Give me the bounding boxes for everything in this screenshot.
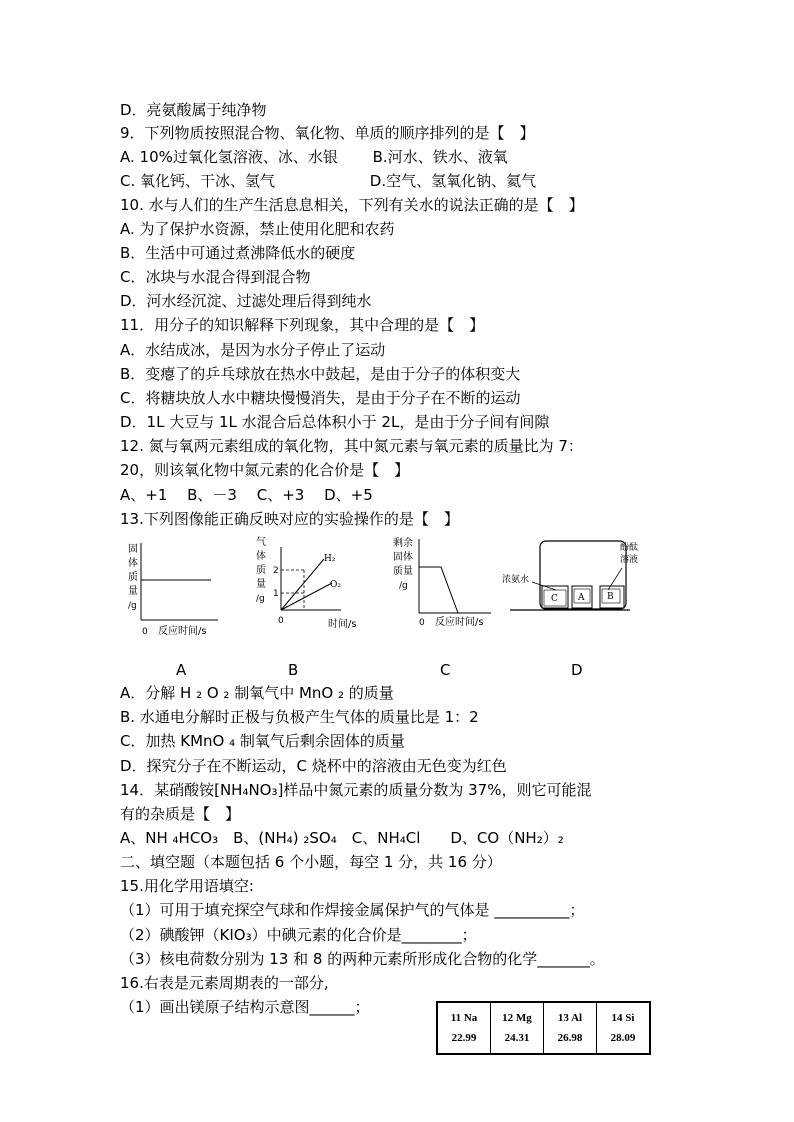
y-label-char: 气	[256, 537, 266, 548]
figure-a-letter: A	[176, 661, 187, 679]
text-line: （1）可用于填充探空气球和作焊接金属保护气的气体是 __________；	[120, 901, 585, 919]
text-line: 10. 水与人们的生产生活息息相关，下列有关水的说法正确的是【 】	[120, 196, 584, 214]
text-line: C. 氧化钙、干冰、氢气 D.空气、氢氧化钠、氦气	[120, 172, 537, 190]
tick-label-2: 2	[273, 566, 279, 576]
figure-b-letter: B	[288, 661, 299, 679]
x-axis-label: 反应时间/s	[158, 626, 207, 637]
origin-label: 0	[142, 627, 148, 637]
text-line: D．探究分子在不断运动，C 烧杯中的溶液由无色变为红色	[120, 757, 507, 775]
text-line: （2）碘酸钾（KIO₃）中碘元素的化合价是________；	[120, 926, 477, 944]
y-label-char: 体	[256, 551, 266, 562]
label-phenolphthalein-1: 酚酞	[620, 543, 639, 553]
text-line: B．变瘪了的乒乓球放在热水中鼓起，是由于分子的体积变大	[120, 365, 521, 383]
origin-label: 0	[278, 616, 284, 626]
figure-c-graph	[393, 537, 503, 633]
element-number-symbol: 11 Na	[450, 1012, 478, 1024]
periodic-table-excerpt	[436, 1001, 651, 1055]
text-line: C．加热 KMnO ₄ 制氧气后剩余固体的质量	[120, 732, 405, 750]
x-axis-label: 时间/s	[328, 619, 357, 630]
text-line: C．将糖块放人水中糖块慢慢消失，是由于分子在不断的运动	[120, 389, 521, 407]
text-line: A．分解 H ₂ O ₂ 制氧气中 MnO ₂ 的质量	[120, 684, 394, 702]
y-label-line: /g	[399, 581, 408, 591]
text-line: （1）画出镁原子结构示意图______；	[120, 998, 370, 1016]
y-label-line: 质量	[393, 566, 413, 577]
y-label-char: 固	[128, 544, 138, 555]
beaker-label-a: A	[578, 593, 585, 603]
element-cell-al	[544, 1002, 597, 1054]
beaker-label-c: C	[551, 594, 558, 604]
text-line: A、NH ₄HCO₃ B、(NH₄) ₂SO₄ C、NH₄Cl D、CO（NH₂）₂	[120, 829, 564, 847]
y-label-char: 量	[128, 586, 138, 597]
series-label-o2: O₂	[330, 580, 341, 590]
text-line: A．水结成冰，是因为水分子停止了运动	[120, 341, 386, 359]
text-line: 有的杂质是【 】	[120, 805, 241, 823]
y-label-char: /g	[128, 601, 137, 611]
label-ammonia: 浓氨水	[502, 575, 530, 585]
figure-c	[393, 537, 503, 633]
y-label-char: 质	[128, 572, 138, 583]
text-line: B．生活中可通过煮沸降低水的硬度	[120, 244, 356, 262]
origin-label: 0	[419, 618, 425, 628]
figure-b-graph	[256, 537, 366, 633]
figure-c-letter: C	[440, 661, 451, 679]
text-line: A. 10%过氧化氢溶液、冰、水银 B.河水、铁水、液氧	[120, 148, 508, 166]
figure-d-apparatus	[500, 538, 640, 616]
element-mass: 22.99	[451, 1032, 477, 1044]
text-line: 12. 氮与氧两元素组成的氧化物，其中氮元素与氧元素的质量比为 7：	[120, 437, 583, 455]
figure-a	[128, 540, 228, 640]
figure-d	[500, 538, 640, 616]
y-label-line: 剩余	[393, 538, 413, 549]
text-line: 11．用分子的知识解释下列现象，其中合理的是【 】	[120, 316, 485, 334]
text-line: B. 水通电分解时正极与负极产生气体的质量比是 1：2	[120, 708, 479, 726]
text-line: 20，则该氧化物中氮元素的化合价是【 】	[120, 461, 410, 479]
element-cell-mg	[491, 1002, 544, 1054]
y-label-char: /g	[256, 594, 265, 604]
series-label-h2: H₂	[324, 554, 336, 564]
text-line: A、+1 B、－3 C、+3 D、+5	[120, 486, 373, 504]
figure-a-graph	[128, 540, 228, 640]
text-line: 14．某硝酸铵[NH₄NO₃]样品中氮元素的质量分数为 37%，则它可能混	[120, 781, 592, 799]
tick-label-1: 1	[273, 589, 279, 599]
element-cell-si	[597, 1002, 651, 1054]
text-line: D．亮氨酸属于纯净物	[120, 101, 267, 119]
text-line: 9．下列物质按照混合物、氧化物、单质的顺序排列的是【 】	[120, 124, 535, 142]
text-line: A. 为了保护水资源，禁止使用化肥和农药	[120, 220, 395, 238]
figure-d-letter: D	[571, 661, 583, 679]
text-line: 15.用化学用语填空:	[120, 877, 254, 895]
figure-b	[256, 537, 366, 633]
y-label-char: 量	[256, 579, 266, 590]
element-number-symbol: 13 Al	[557, 1012, 583, 1024]
y-label-char: 质	[256, 565, 266, 576]
text-line: 二、填空题（本题包括 6 个小题，每空 1 分，共 16 分）	[120, 853, 502, 871]
beaker-label-b: B	[607, 592, 614, 602]
text-line: 13.下列图像能正确反映对应的实验操作的是【 】	[120, 510, 459, 528]
y-label-line: 固体	[393, 552, 413, 563]
text-line: C．冰块与水混合得到混合物	[120, 268, 311, 286]
element-mass: 24.31	[504, 1032, 530, 1044]
label-phenolphthalein-2: 溶液	[620, 555, 639, 565]
text-line: 16.右表是元素周期表的一部分,	[120, 974, 329, 992]
y-label-char: 体	[128, 558, 138, 569]
text-line: （3）核电荷数分别为 13 和 8 的两种元素所形成化合物的化学_______。	[120, 950, 605, 968]
element-mass: 28.09	[610, 1032, 636, 1044]
x-axis-label: 反应时间/s	[435, 617, 484, 628]
element-cell-na	[437, 1002, 491, 1054]
element-number-symbol: 12 Mg	[502, 1012, 532, 1024]
element-number-symbol: 14 Si	[611, 1012, 635, 1024]
element-mass: 26.98	[557, 1032, 583, 1044]
text-line: D．1L 大豆与 1L 水混合后总体积小于 2L，是由于分子间有间隙	[120, 413, 550, 431]
text-line: D．河水经沉淀、过滤处理后得到纯水	[120, 292, 372, 310]
